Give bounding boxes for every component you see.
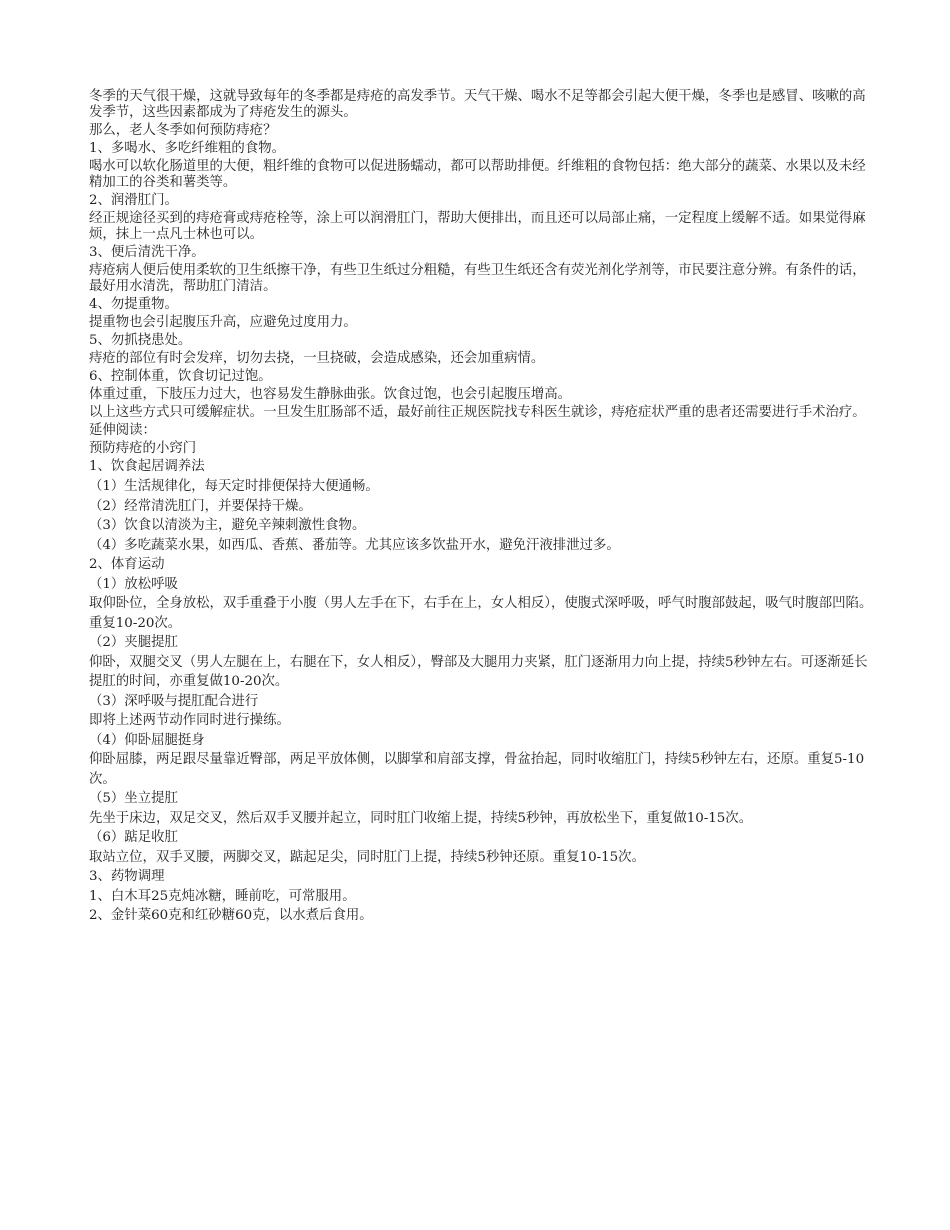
- diet-item-4: （4）多吃蔬菜水果，如西瓜、香蕉、番茄等。尤其应该多饮盐开水，避免汗液排泄过多。: [89, 537, 620, 553]
- tip-3-heading: 3、便后清洗干净。: [89, 245, 205, 260]
- exercise-2-heading: （2）夹腿提肛: [89, 635, 178, 650]
- document-page: [89, 89, 879, 926]
- diet-item-3: （3）饮食以清淡为主，避免辛辣刺激性食物。: [89, 518, 366, 533]
- exercise-3-body: 即将上述两节动作同时进行操练。: [89, 713, 290, 728]
- tip-1-heading: 1、多喝水、多吃纤维粗的食物。: [89, 141, 285, 156]
- diet-item-2: （2）经常清洗肛门，并要保持干燥。: [89, 498, 312, 514]
- exercise-2-body: 仰卧，双腿交叉（男人左腿在上，右腿在下，女人相反），臀部及大腿用力夹紧，肛门逐渐用力向上提，持续5秒钟左右。可逐渐延长提肛的时间，亦重复做10-20次。: [89, 654, 868, 689]
- exercise-3-heading: （3）深呼吸与提肛配合进行: [89, 693, 259, 709]
- exercise-6-body: 取站立位，双手叉腰，两脚交叉，踮起足尖，同时肛门上提，持续5秒钟还原。重复10-15次。: [89, 849, 645, 865]
- tip-2-heading: 2、润滑肛门。: [89, 193, 178, 208]
- question-heading: 那么，老人冬季如何预防痔疮？: [89, 123, 277, 138]
- tip-5-heading: 5、勿抓挠患处。: [89, 333, 192, 348]
- remedy-item-1: 1、白木耳25克炖冰糖，睡前吃，可常服用。: [89, 888, 356, 904]
- tip-1-body: 喝水可以软化肠道里的大便，粗纤维的食物可以促进肠蠕动，都可以帮助排便。纤维粗的食物包括：绝大部分的蔬菜、水果以及未经精加工的谷类和薯类等。: [89, 159, 866, 190]
- exercise-4-heading: （4）仰卧屈腿挺身: [89, 732, 205, 748]
- tip-5-body: 痔疮的部位有时会发痒，切勿去挠，一旦挠破，会造成感染，还会加重病情。: [89, 351, 545, 366]
- summary-paragraph: 以上这些方式只可缓解症状。一旦发生肛肠部不适，最好前往正规医院找专科医生就诊，痔疮症状严重的患者还需要进行手术治疗。: [89, 405, 866, 420]
- tip-6-body: 体重过重，下肢压力过大，也容易发生静脉曲张。饮食过饱，也会引起腹压增高。: [89, 387, 572, 402]
- extended-reading-label: 延伸阅读：: [89, 423, 156, 438]
- exercise-6-heading: （6）踮足收肛: [89, 830, 178, 845]
- section-1-heading: 1、饮食起居调养法: [89, 459, 205, 474]
- tricks-title: 预防痔疮的小窍门: [89, 441, 197, 456]
- tip-2-body: 经正规途径买到的痔疮膏或痔疮栓等，涂上可以润滑肛门，帮助大便排出，而且还可以局部止痛，一定程度上缓解不适。如果觉得麻烦，抹上一点凡士林也可以。: [89, 211, 866, 242]
- exercise-1-body: 取仰卧位，全身放松，双手重叠于小腹（男人左手在下，右手在上，女人相反），使腹式深呼吸，呼气时腹部鼓起，吸气时腹部凹陷。重复10-20次。: [89, 596, 873, 631]
- remedy-item-2: 2、金针菜60克和红砂糖60克，以水煮后食用。: [89, 908, 373, 923]
- diet-item-1: （1）生活规律化，每天定时排便保持大便通畅。: [89, 479, 379, 494]
- section-3-heading: 3、药物调理: [89, 869, 165, 884]
- exercise-1-heading: （1）放松呼吸: [89, 576, 178, 592]
- tip-4-heading: 4、勿提重物。: [89, 297, 178, 312]
- exercise-4-body: 仰卧屈膝，两足跟尽量靠近臀部，两足平放体侧，以脚掌和肩部支撑，骨盆抬起，同时收缩肛门，持续5秒钟左右，还原。重复5-10次。: [89, 752, 865, 787]
- exercise-5-heading: （5）坐立提肛: [89, 791, 178, 806]
- section-2-heading: 2、体育运动: [89, 557, 165, 572]
- intro-paragraph: 冬季的天气很干燥，这就导致每年的冬季都是痔疮的高发季节。天气干燥、喝水不足等都会引起大便干燥，冬季也是感冒、咳嗽的高发季节，这些因素都成为了痔疮发生的源头。: [89, 89, 866, 120]
- tip-6-heading: 6、控制体重，饮食切记过饱。: [89, 369, 272, 384]
- tip-3-body: 痔疮病人便后使用柔软的卫生纸擦干净，有些卫生纸过分粗糙，有些卫生纸还含有荧光剂化学剂等，市民要注意分辨。有条件的话，最好用水清洗，帮助肛门清洁。: [89, 263, 866, 294]
- exercise-5-body: 先坐于床边，双足交叉，然后双手叉腰并起立，同时肛门收缩上提，持续5秒钟，再放松坐下，重复做10-15次。: [89, 810, 753, 826]
- tip-4-body: 提重物也会引起腹压升高，应避免过度用力。: [89, 315, 357, 330]
